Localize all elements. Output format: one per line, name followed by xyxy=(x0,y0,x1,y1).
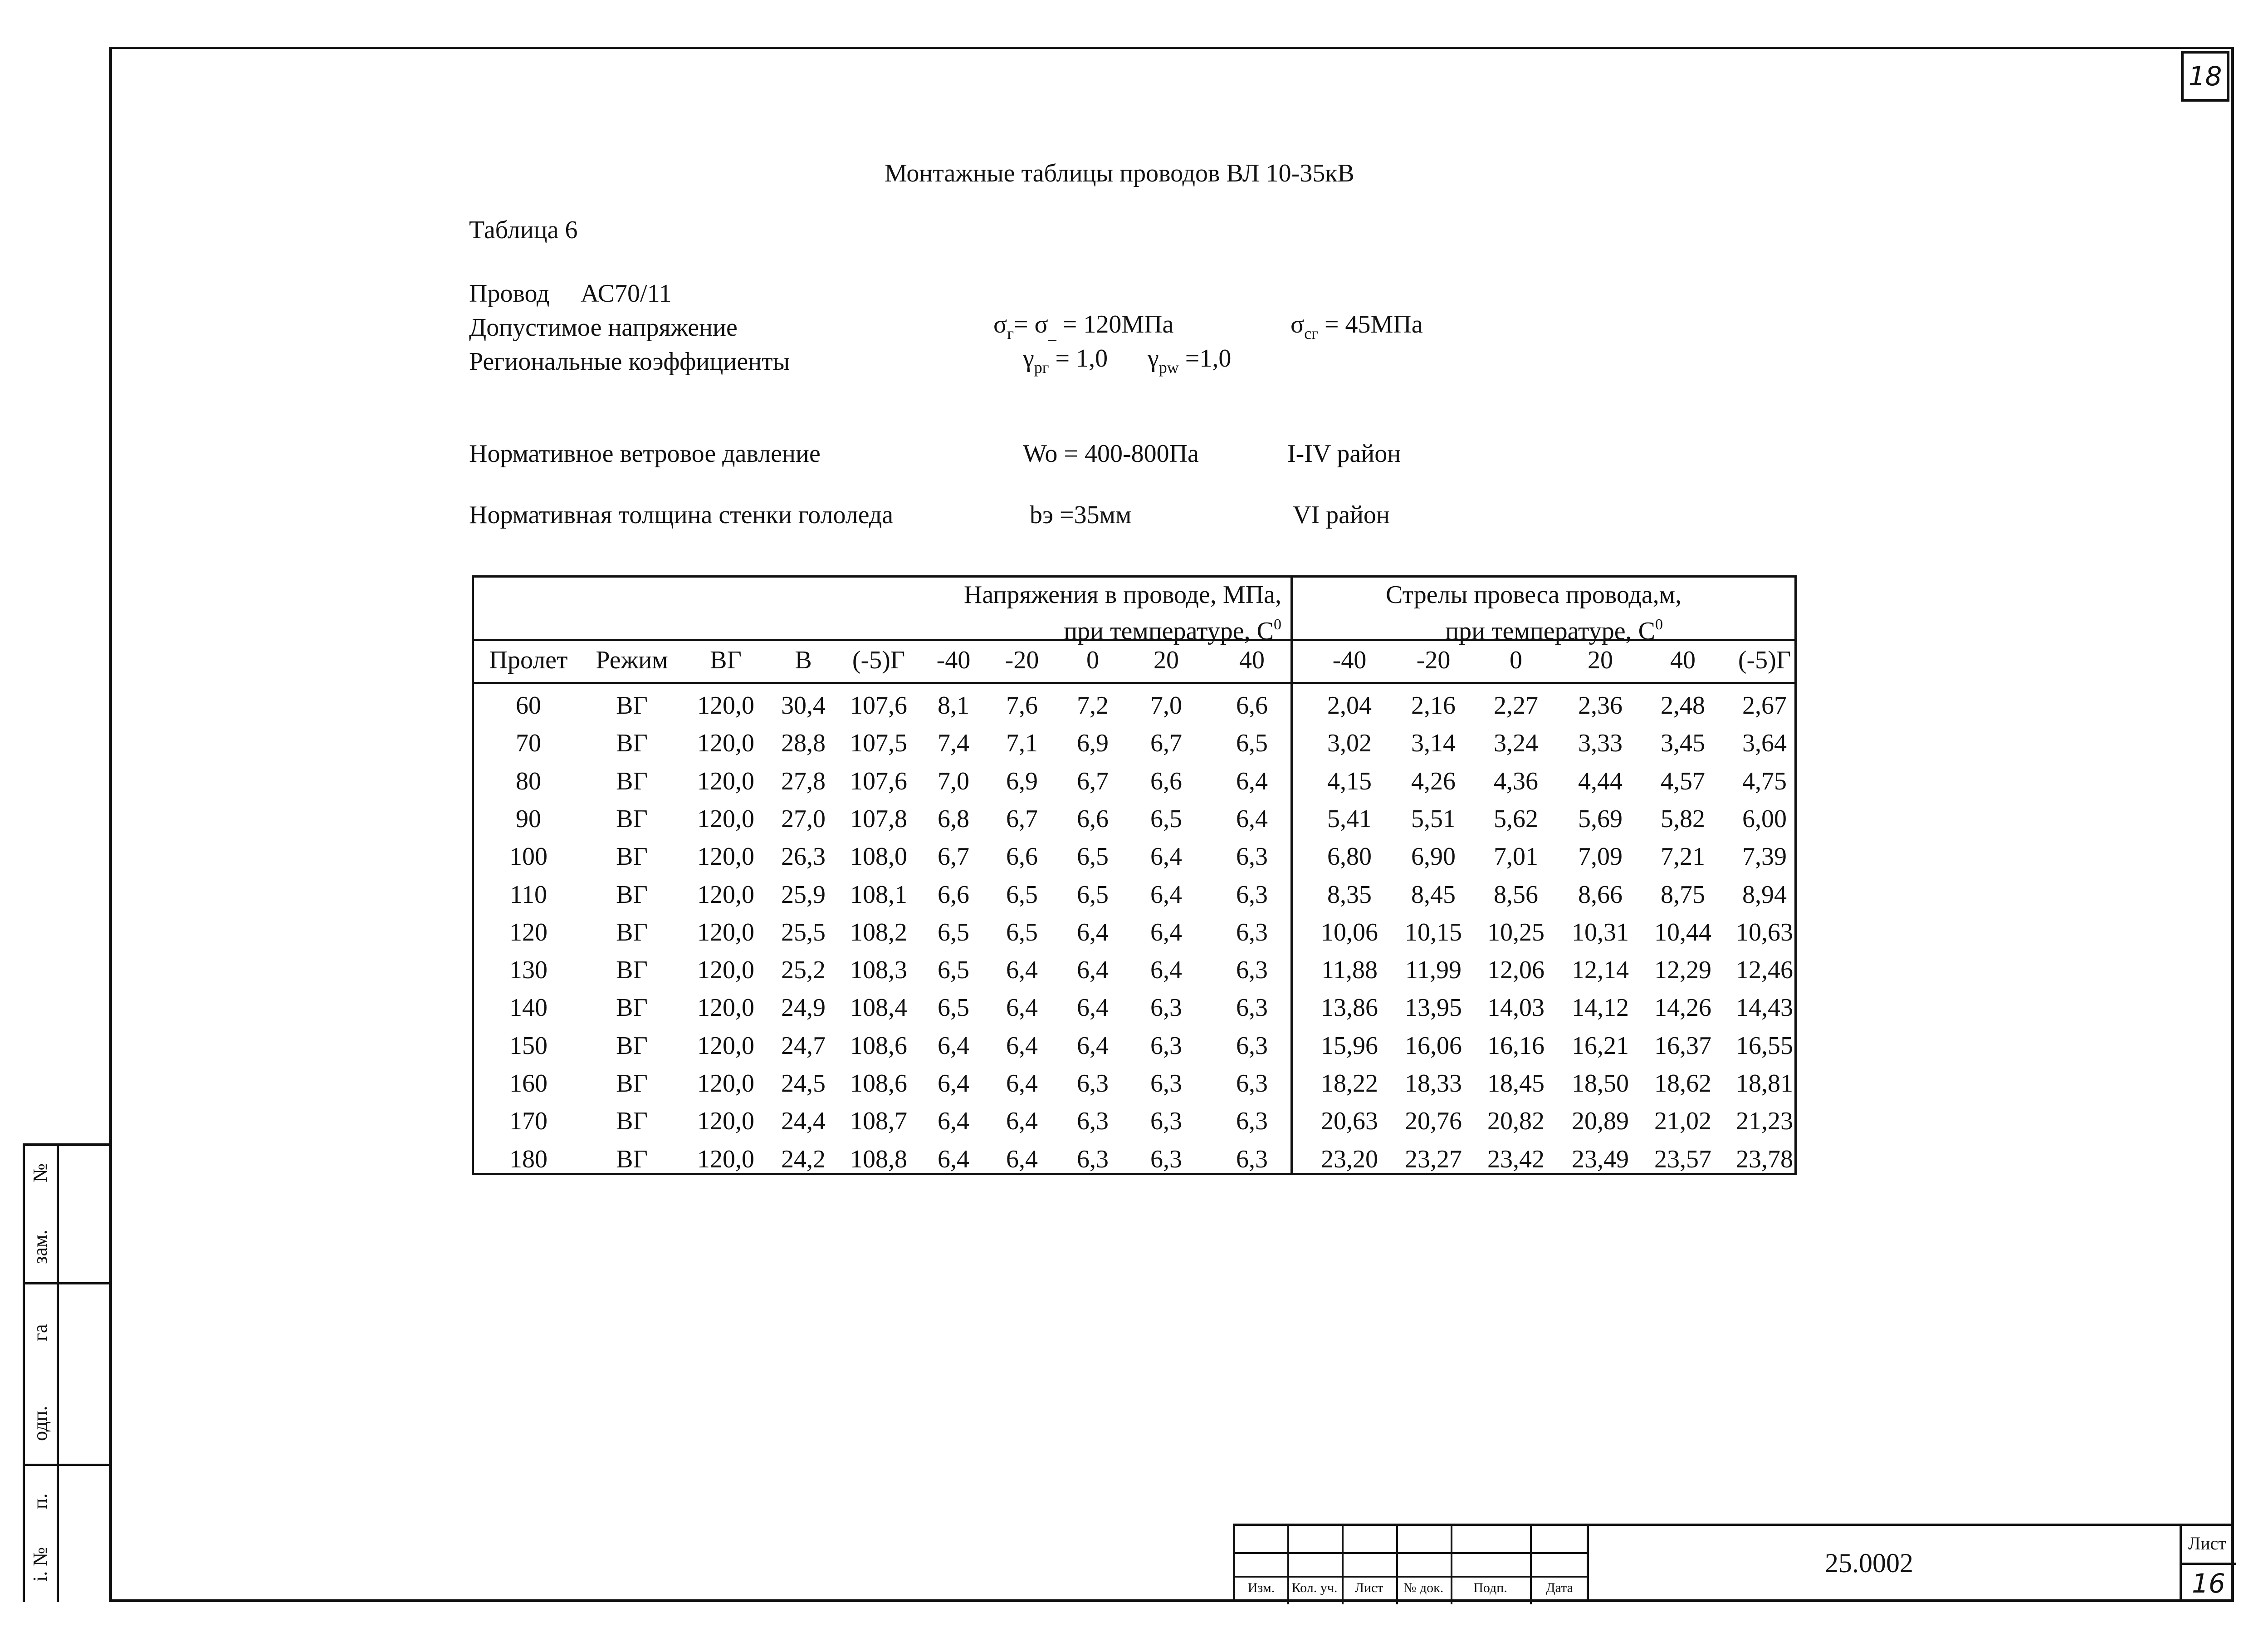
table-cell: 6,3 xyxy=(1236,1107,1268,1136)
wire-value: АС70/11 xyxy=(581,279,672,308)
table-cell: 110 xyxy=(510,880,547,909)
wire-label: Провод xyxy=(469,279,550,308)
table-cell: 18,22 xyxy=(1321,1069,1378,1098)
wind-label: Нормативное ветровое давление xyxy=(469,440,821,468)
table-cell: 8,94 xyxy=(1742,880,1787,909)
table-columns-rule xyxy=(472,682,1797,684)
table-cell: ВГ xyxy=(616,1107,648,1136)
table-cell: 6,3 xyxy=(1236,1145,1268,1173)
table-cell: ВГ xyxy=(616,1069,648,1098)
table-cell: 108,6 xyxy=(850,1031,907,1060)
table-cell: ВГ xyxy=(616,1145,648,1173)
table-cell: ВГ xyxy=(616,918,648,946)
table-cell: 14,12 xyxy=(1572,994,1629,1022)
table-cell: 6,4 xyxy=(1006,1069,1038,1098)
column-header: -20 xyxy=(1005,646,1039,674)
sigma-cr-symbol: σ xyxy=(1290,310,1305,338)
table-cell: 6,3 xyxy=(1077,1145,1109,1173)
table-group-divider xyxy=(1290,575,1293,1175)
table-cell: 170 xyxy=(509,1107,547,1136)
table-cell: 20,76 xyxy=(1405,1107,1462,1136)
stamp-label-ga: га xyxy=(29,1324,51,1341)
table-cell: 6,4 xyxy=(938,1069,969,1098)
document-code: 25.0002 xyxy=(1825,1548,1913,1578)
table-cell: 8,66 xyxy=(1578,880,1623,909)
table-cell: 80 xyxy=(516,767,541,795)
table-cell: 120,0 xyxy=(697,767,754,795)
wind-region: I-IV район xyxy=(1287,440,1401,468)
table-cell: 14,03 xyxy=(1487,994,1545,1022)
table-cell: 7,0 xyxy=(1150,691,1182,720)
sigma-g-subscript: г xyxy=(1007,324,1014,343)
table-cell: 120,0 xyxy=(697,956,754,985)
table-cell: 120,0 xyxy=(697,729,754,758)
table-cell: 2,67 xyxy=(1742,691,1787,720)
table-cell: 16,37 xyxy=(1654,1031,1711,1060)
table-cell: 21,02 xyxy=(1654,1107,1711,1136)
table-cell: ВГ xyxy=(616,880,648,909)
table-cell: 23,49 xyxy=(1572,1145,1629,1173)
table-cell: 3,64 xyxy=(1742,729,1787,758)
table-cell: 23,27 xyxy=(1405,1145,1462,1173)
group-stress-header xyxy=(964,580,1281,646)
revision-column-label: Дата xyxy=(1546,1580,1573,1595)
table-cell: 6,4 xyxy=(1006,1145,1038,1173)
table-cell: 6,3 xyxy=(1236,1069,1268,1098)
table-cell: 6,9 xyxy=(1077,729,1109,758)
table-cell: 8,35 xyxy=(1327,880,1372,909)
table-cell: 3,24 xyxy=(1494,729,1538,758)
table-cell: 140 xyxy=(509,994,547,1022)
column-header: 20 xyxy=(1154,646,1179,674)
table-cell: 5,51 xyxy=(1411,804,1456,833)
table-cell: 6,4 xyxy=(1077,1031,1109,1060)
table-cell: 108,1 xyxy=(850,880,907,909)
column-header: Пролет xyxy=(489,646,568,674)
table-cell: 120 xyxy=(509,918,547,946)
table-cell: 108,2 xyxy=(850,918,907,946)
table-cell: 6,90 xyxy=(1411,843,1456,871)
table-cell: 7,1 xyxy=(1006,729,1038,758)
column-header: (-5)Г xyxy=(1738,646,1791,674)
sigma-dash-subscript: _ xyxy=(1048,324,1056,343)
table-cell: 6,4 xyxy=(1006,994,1038,1022)
table-cell: 10,31 xyxy=(1572,918,1629,946)
table-cell: 4,36 xyxy=(1494,767,1538,795)
table-cell: 6,5 xyxy=(938,994,969,1022)
group-sag-line2-text: при температуре, С xyxy=(1445,617,1655,645)
column-header: (-5)Г xyxy=(852,646,905,674)
table-cell: 6,5 xyxy=(1150,804,1182,833)
table-cell: 6,4 xyxy=(1150,918,1182,946)
table-cell: 4,15 xyxy=(1327,767,1372,795)
table-cell: 6,7 xyxy=(1006,804,1038,833)
table-cell: 6,4 xyxy=(1077,918,1109,946)
table-cell: 6,3 xyxy=(1077,1069,1109,1098)
page-number: 18 xyxy=(2181,51,2229,102)
stamp-label-in-no: і. № xyxy=(29,1547,51,1582)
table-cell: 3,14 xyxy=(1411,729,1456,758)
group-sag-header xyxy=(1386,580,1681,646)
gamma-pw-value: =1,0 xyxy=(1178,344,1232,372)
table-cell: 20,82 xyxy=(1487,1107,1545,1136)
column-header: 20 xyxy=(1588,646,1613,674)
table-cell: 24,5 xyxy=(781,1069,826,1098)
table-cell: 6,3 xyxy=(1236,880,1268,909)
table-cell: 10,44 xyxy=(1654,918,1711,946)
table-cell: 2,36 xyxy=(1578,691,1623,720)
table-cell: 27,8 xyxy=(781,767,826,795)
table-cell: 6,3 xyxy=(1077,1107,1109,1136)
table-cell: 8,45 xyxy=(1411,880,1456,909)
table-cell: 18,81 xyxy=(1736,1069,1793,1098)
table-cell: 10,06 xyxy=(1321,918,1378,946)
table-label: Таблица 6 xyxy=(469,216,578,244)
table-cell: 120,0 xyxy=(697,1107,754,1136)
ice-label: Нормативная толщина стенки гололеда xyxy=(469,501,894,529)
group-stress-line2 xyxy=(964,610,1281,646)
table-cell: 7,4 xyxy=(938,729,969,758)
table-cell: 8,1 xyxy=(938,691,969,720)
column-header: Режим xyxy=(596,646,668,674)
column-header: ВГ xyxy=(710,646,742,674)
table-cell: 70 xyxy=(516,729,541,758)
stress-cr-formula xyxy=(1290,310,1423,343)
stamp-row-divider xyxy=(25,1282,111,1284)
table-cell: 6,7 xyxy=(1150,729,1182,758)
table-cell: 108,4 xyxy=(850,994,907,1022)
table-cell: 120,0 xyxy=(697,1069,754,1098)
table-cell: ВГ xyxy=(616,729,648,758)
table-cell: 8,56 xyxy=(1494,880,1538,909)
title-block-main xyxy=(1587,1524,2234,1602)
table-cell: 8,75 xyxy=(1661,880,1705,909)
table-cell: 4,26 xyxy=(1411,767,1456,795)
table-cell: 6,4 xyxy=(1150,843,1182,871)
table-cell: 11,88 xyxy=(1321,956,1378,985)
stress-formula xyxy=(993,310,1173,343)
gamma-pw-formula xyxy=(1148,344,1231,377)
table-cell: 21,23 xyxy=(1736,1107,1793,1136)
revision-column-label: Лист xyxy=(1354,1580,1383,1595)
table-cell: 6,4 xyxy=(1077,956,1109,985)
revision-column-label: Подп. xyxy=(1473,1580,1507,1595)
table-cell: 6,3 xyxy=(1236,994,1268,1022)
table-cell: 120,0 xyxy=(697,804,754,833)
sheet-number: 16 xyxy=(2192,1568,2225,1599)
table-cell: 13,95 xyxy=(1405,994,1462,1022)
table-cell: 107,5 xyxy=(850,729,907,758)
table-cell: 5,69 xyxy=(1578,804,1623,833)
table-cell: ВГ xyxy=(616,691,648,720)
stamp-label-no: № xyxy=(29,1163,51,1182)
table-cell: 12,06 xyxy=(1487,956,1545,985)
table-cell: 6,6 xyxy=(1236,691,1268,720)
table-cell: 4,57 xyxy=(1661,767,1705,795)
table-cell: 90 xyxy=(516,804,541,833)
table-cell: 6,80 xyxy=(1327,843,1372,871)
table-cell: 2,16 xyxy=(1411,691,1456,720)
gamma-pg-subscript: рг xyxy=(1034,358,1049,377)
table-cell: 150 xyxy=(509,1031,547,1060)
table-cell: 13,86 xyxy=(1321,994,1378,1022)
table-cell: 18,50 xyxy=(1572,1069,1629,1098)
sheet-label: Лист xyxy=(2188,1533,2226,1554)
table-cell: 3,02 xyxy=(1327,729,1372,758)
table-cell: 4,75 xyxy=(1742,767,1787,795)
table-cell: 108,8 xyxy=(850,1145,907,1173)
left-margin-stamp xyxy=(23,1143,109,1602)
table-cell: 10,15 xyxy=(1405,918,1462,946)
stamp-column-divider xyxy=(57,1146,59,1602)
table-cell: 7,09 xyxy=(1578,843,1623,871)
table-cell: 6,3 xyxy=(1236,918,1268,946)
table-cell: ВГ xyxy=(616,956,648,985)
table-cell: 16,06 xyxy=(1405,1031,1462,1060)
table-cell: 108,7 xyxy=(850,1107,907,1136)
table-cell: 6,7 xyxy=(938,843,969,871)
table-cell: 10,25 xyxy=(1487,918,1545,946)
table-cell: 16,21 xyxy=(1572,1031,1629,1060)
table-cell: 6,4 xyxy=(1006,956,1038,985)
table-cell: 108,0 xyxy=(850,843,907,871)
table-cell: 25,9 xyxy=(781,880,826,909)
stress-cr-value: = 45МПа xyxy=(1318,310,1423,338)
table-cell: 6,5 xyxy=(938,956,969,985)
table-cell: 24,9 xyxy=(781,994,826,1022)
table-cell: 18,62 xyxy=(1654,1069,1711,1098)
table-cell: 28,8 xyxy=(781,729,826,758)
ice-region: VI район xyxy=(1293,501,1390,529)
sigma-symbol: σ xyxy=(993,310,1007,338)
column-header: -40 xyxy=(936,646,971,674)
table-cell: 24,4 xyxy=(781,1107,826,1136)
table-cell: 100 xyxy=(509,843,547,871)
table-cell: 7,39 xyxy=(1742,843,1787,871)
table-cell: 6,6 xyxy=(1077,804,1109,833)
table-cell: 120,0 xyxy=(697,880,754,909)
revision-grid xyxy=(1233,1524,1587,1602)
table-cell: 6,00 xyxy=(1742,804,1787,833)
table-cell: 23,20 xyxy=(1321,1145,1378,1173)
table-cell: 2,04 xyxy=(1327,691,1372,720)
table-cell: 7,6 xyxy=(1006,691,1038,720)
revision-column-label: Изм. xyxy=(1247,1580,1275,1595)
table-cell: 12,29 xyxy=(1654,956,1711,985)
stress-equal-sigma: = σ xyxy=(1013,310,1048,338)
table-cell: 6,4 xyxy=(1236,767,1268,795)
table-cell: 7,21 xyxy=(1661,843,1705,871)
title-block xyxy=(1233,1524,2234,1602)
column-header: -40 xyxy=(1332,646,1367,674)
table-cell: 6,4 xyxy=(938,1145,969,1173)
table-cell: 6,9 xyxy=(1006,767,1038,795)
table-cell: 6,4 xyxy=(938,1031,969,1060)
stamp-row-divider xyxy=(25,1464,111,1466)
group-sag-line2 xyxy=(1386,610,1681,646)
table-cell: 6,3 xyxy=(1150,1069,1182,1098)
table-cell: 6,5 xyxy=(1236,729,1268,758)
installation-table xyxy=(472,575,1797,1175)
table-cell: 6,4 xyxy=(1006,1107,1038,1136)
stamp-label-zam: зам. xyxy=(29,1230,51,1264)
gamma-pg-value: = 1,0 xyxy=(1049,344,1108,372)
table-cell: 18,45 xyxy=(1487,1069,1545,1098)
table-cell: 60 xyxy=(516,691,541,720)
table-cell: 3,33 xyxy=(1578,729,1623,758)
table-cell: 6,4 xyxy=(1150,956,1182,985)
table-cell: 26,3 xyxy=(781,843,826,871)
column-header: 0 xyxy=(1510,646,1522,674)
column-header: В xyxy=(795,646,812,674)
table-cell: 6,4 xyxy=(938,1107,969,1136)
table-cell: 30,4 xyxy=(781,691,826,720)
table-cell: ВГ xyxy=(616,843,648,871)
column-header: 0 xyxy=(1086,646,1099,674)
table-cell: 6,3 xyxy=(1236,843,1268,871)
sheet-cell-rule xyxy=(2182,1563,2236,1565)
table-cell: 7,2 xyxy=(1077,691,1109,720)
degree-mark-2: 0 xyxy=(1655,616,1663,633)
sheet-cell xyxy=(2180,1524,2234,1602)
table-cell: 107,6 xyxy=(850,691,907,720)
table-cell: 6,8 xyxy=(938,804,969,833)
table-cell: 27,0 xyxy=(781,804,826,833)
stamp-label-p: п. xyxy=(29,1493,51,1509)
table-cell: 6,3 xyxy=(1150,994,1182,1022)
table-cell: 23,78 xyxy=(1736,1145,1793,1173)
table-cell: 11,99 xyxy=(1405,956,1461,985)
wind-value: Wo = 400-800Па xyxy=(1023,440,1199,468)
column-header: -20 xyxy=(1416,646,1451,674)
table-cell: 6,4 xyxy=(1006,1031,1038,1060)
revision-column-label: Кол. уч. xyxy=(1291,1580,1338,1595)
table-cell: ВГ xyxy=(616,804,648,833)
table-cell: ВГ xyxy=(616,767,648,795)
ice-value: bэ =35мм xyxy=(1030,501,1132,529)
table-cell: 18,33 xyxy=(1405,1069,1462,1098)
table-cell: 120,0 xyxy=(697,691,754,720)
table-cell: 24,2 xyxy=(781,1145,826,1173)
table-cell: 6,3 xyxy=(1150,1145,1182,1173)
gamma-pw-subscript: pw xyxy=(1158,358,1179,377)
stress-label: Допустимое напряжение xyxy=(469,314,738,342)
gamma-symbol: γ xyxy=(1023,344,1034,372)
table-cell: 6,4 xyxy=(1236,804,1268,833)
table-cell: 2,48 xyxy=(1661,691,1705,720)
table-cell: 20,89 xyxy=(1572,1107,1629,1136)
table-cell: 3,45 xyxy=(1661,729,1705,758)
table-cell: 108,6 xyxy=(850,1069,907,1098)
table-cell: 6,4 xyxy=(1077,994,1109,1022)
degree-mark: 0 xyxy=(1274,616,1281,633)
table-cell: 160 xyxy=(509,1069,547,1098)
table-cell: ВГ xyxy=(616,994,648,1022)
table-cell: 5,82 xyxy=(1661,804,1705,833)
table-cell: 6,5 xyxy=(1077,880,1109,909)
table-cell: 120,0 xyxy=(697,1031,754,1060)
revision-column-label: № док. xyxy=(1403,1580,1444,1595)
table-cell: 6,3 xyxy=(1236,956,1268,985)
sigma-cr-subscript: сг xyxy=(1304,324,1318,343)
table-cell: 120,0 xyxy=(697,1145,754,1173)
table-cell: 2,27 xyxy=(1494,691,1538,720)
table-cell: 6,3 xyxy=(1150,1107,1182,1136)
gamma-pg-formula xyxy=(1023,344,1108,377)
table-cell: 7,0 xyxy=(938,767,969,795)
group-sag-line1: Стрелы провеса провода,м, xyxy=(1386,581,1682,609)
table-cell: 14,26 xyxy=(1654,994,1711,1022)
table-cell: 6,6 xyxy=(1150,767,1182,795)
table-cell: 6,5 xyxy=(1006,918,1038,946)
table-cell: 4,44 xyxy=(1578,767,1623,795)
table-cell: 14,43 xyxy=(1736,994,1793,1022)
table-cell: 120,0 xyxy=(697,843,754,871)
table-cell: 5,41 xyxy=(1327,804,1372,833)
table-cell: 6,7 xyxy=(1077,767,1109,795)
table-cell: 6,5 xyxy=(1006,880,1038,909)
gamma-symbol-2: γ xyxy=(1148,344,1159,372)
table-cell: 6,6 xyxy=(938,880,969,909)
table-cell: 12,46 xyxy=(1736,956,1793,985)
table-cell: 6,3 xyxy=(1236,1031,1268,1060)
table-cell: 6,5 xyxy=(1077,843,1109,871)
table-cell: 24,7 xyxy=(781,1031,826,1060)
table-cell: 6,3 xyxy=(1150,1031,1182,1060)
group-stress-line2-text: при температуре, С xyxy=(1064,617,1274,645)
column-header: 40 xyxy=(1670,646,1696,674)
column-header: 40 xyxy=(1239,646,1265,674)
table-cell: 120,0 xyxy=(697,918,754,946)
table-cell: 16,55 xyxy=(1736,1031,1793,1060)
table-cell: 6,4 xyxy=(1150,880,1182,909)
table-cell: 120,0 xyxy=(697,994,754,1022)
table-cell: 7,01 xyxy=(1494,843,1538,871)
table-cell: 5,62 xyxy=(1494,804,1538,833)
table-cell: 12,14 xyxy=(1572,956,1629,985)
table-cell: 23,57 xyxy=(1654,1145,1711,1173)
table-cell: ВГ xyxy=(616,1031,648,1060)
coef-label: Региональные коэффициенты xyxy=(469,348,790,376)
table-cell: 16,16 xyxy=(1487,1031,1545,1060)
table-cell: 25,2 xyxy=(781,956,826,985)
table-cell: 25,5 xyxy=(781,918,826,946)
table-cell: 6,6 xyxy=(1006,843,1038,871)
table-cell: 23,42 xyxy=(1487,1145,1545,1173)
stamp-label-podp: одп. xyxy=(29,1406,51,1441)
table-cell: 108,3 xyxy=(850,956,907,985)
table-cell: 10,63 xyxy=(1736,918,1793,946)
stress-value: = 120МПа xyxy=(1056,310,1174,338)
table-cell: 15,96 xyxy=(1321,1031,1378,1060)
table-cell: 107,8 xyxy=(850,804,907,833)
group-stress-line1: Напряжения в проводе, МПа, xyxy=(963,581,1281,609)
table-cell: 180 xyxy=(509,1145,547,1173)
table-cell: 6,5 xyxy=(938,918,969,946)
table-cell: 20,63 xyxy=(1321,1107,1378,1136)
table-cell: 130 xyxy=(509,956,547,985)
page-title: Монтажные таблицы проводов ВЛ 10-35кВ xyxy=(885,159,1354,187)
table-cell: 107,6 xyxy=(850,767,907,795)
